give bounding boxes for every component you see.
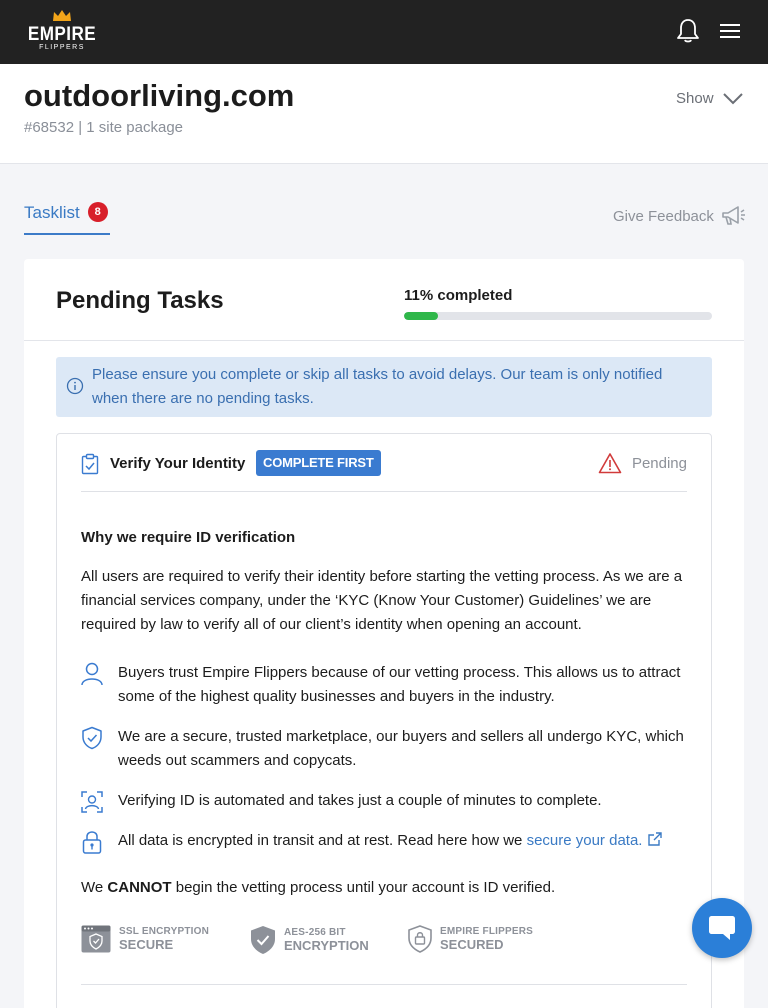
- task-verify-identity: [56, 433, 712, 1008]
- ssl-badge-top: SSL ENCRYPTION: [119, 926, 210, 937]
- ef-badge-bottom: SECURED: [440, 937, 504, 952]
- give-feedback-button[interactable]: [613, 204, 746, 228]
- top-navbar: [0, 0, 768, 64]
- chat-bubble-icon: [706, 913, 738, 943]
- task-status-label: Pending: [631, 454, 687, 472]
- ssl-browser-shield-icon: [81, 925, 111, 953]
- cannot-pre: We: [81, 879, 108, 896]
- task-title: Verify Your Identity: [110, 455, 246, 472]
- listing-title: outdoorliving.com: [24, 78, 295, 113]
- info-icon: [66, 377, 84, 395]
- pending-tasks-card: [24, 259, 744, 1008]
- give-feedback-label: Give Feedback: [613, 207, 714, 225]
- bell-icon[interactable]: [676, 18, 700, 44]
- progress-label: 11% completed: [404, 287, 513, 304]
- chat-widget-button[interactable]: [692, 898, 752, 958]
- pending-tasks-title: Pending Tasks: [56, 287, 224, 314]
- logo-wordmark: EMPIRE: [27, 24, 97, 45]
- point-text-main: All data is encrypted in transit and at rest. Read here how we: [118, 832, 527, 849]
- task-header[interactable]: [81, 450, 687, 492]
- tab-tasklist[interactable]: [24, 203, 110, 235]
- show-details-toggle[interactable]: [676, 90, 744, 107]
- hamburger-menu-icon[interactable]: [720, 22, 740, 40]
- point-text: Buyers trust Empire Flippers because of our vetting process. This allows us to attract some of the highest quality businesses and buyers in the industry.: [118, 664, 681, 705]
- cannot-begin-text: [81, 879, 555, 896]
- empire-flippers-logo[interactable]: [22, 10, 102, 56]
- tab-tasklist-label: Tasklist: [24, 203, 80, 222]
- notice-text: Please ensure you complete or skip all tasks to avoid delays. Our team is only notified when there are no pending tasks.: [92, 366, 663, 407]
- complete-first-badge: COMPLETE FIRST: [256, 450, 381, 476]
- warning-icon: [598, 452, 622, 474]
- point-text: Verifying ID is automated and takes just a couple of minutes to complete.: [118, 792, 602, 809]
- shield-check-icon: [81, 726, 103, 750]
- ef-badge-top: EMPIRE FLIPPERS: [440, 926, 534, 937]
- user-icon: [81, 662, 103, 686]
- intro-paragraph: All users are required to verify their identity before starting the vetting process. As we are a financial services company, under the ‘KYC (Know Your Customer) Guidelines’ we are required by law to verify all of our client’s identity when opening an account.: [81, 568, 683, 633]
- cannot-bold: CANNOT: [107, 879, 172, 896]
- external-link-icon[interactable]: [647, 831, 663, 847]
- chevron-down-icon: [722, 92, 744, 106]
- shield-lock-icon: [408, 925, 432, 953]
- task-divider: [81, 984, 687, 985]
- aes-badge-bottom: ENCRYPTION: [284, 938, 369, 953]
- crown-icon: [52, 10, 72, 22]
- ssl-secure-badge: [81, 925, 209, 953]
- clipboard-check-icon: [81, 453, 99, 475]
- point-text: We are a secure, trusted marketplace, our buyers and sellers all undergo KYC, which weeds out scammers and copycats.: [118, 728, 684, 769]
- ef-secured-badge: [408, 925, 533, 953]
- task-status: [598, 452, 687, 474]
- secure-your-data-link[interactable]: secure your data.: [526, 832, 643, 849]
- lock-icon: [81, 830, 103, 854]
- ssl-badge-bottom: SECURE: [119, 937, 174, 952]
- shield-check-filled-icon: [250, 925, 276, 955]
- aes-badge-top: AES-256 BIT: [284, 927, 346, 938]
- progress-bar-fill: [404, 312, 438, 320]
- why-heading: Why we require ID verification: [81, 529, 296, 546]
- face-scan-icon: [81, 790, 103, 814]
- progress-bar: [404, 312, 712, 320]
- logo-subword: FLIPPERS: [39, 44, 85, 51]
- show-label: Show: [676, 90, 714, 107]
- listing-header: [0, 64, 768, 164]
- cannot-post: begin the vetting process until your account is ID verified.: [171, 879, 556, 896]
- aes-encryption-badge: [250, 925, 369, 955]
- listing-subtitle: #68532 | 1 site package: [24, 119, 184, 136]
- megaphone-icon: [720, 204, 746, 228]
- info-notice: [56, 357, 712, 417]
- point-text: [118, 829, 687, 853]
- tasklist-count-badge: 8: [88, 202, 108, 222]
- card-divider: [24, 340, 744, 341]
